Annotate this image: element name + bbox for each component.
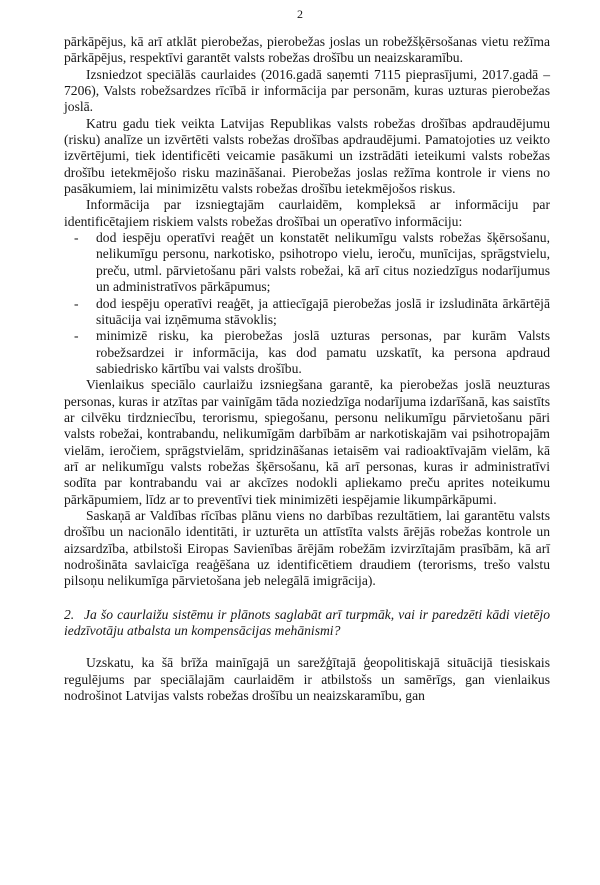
question-number: 2. xyxy=(64,606,75,622)
paragraph-5: Vienlaikus speciālo caurlaižu izsniegšana garantē, ka pierobežas joslā neuzturas personas, kuras ir atzītas par vainīgām tāda noziedzīga nodarījuma izdarīšanā, kas saistīts ar cilvēku tirdzniecību, terorismu, spiegošanu, personu nelikumīgu pārvietošanu pāri valsts robežai, kontrabandu, nelikumīgām darbībām ar narkotiskajām vai psihotropajām vielām, ieročiem, sprāgstvielām, spridzināšanas ietaisēm vai radioaktīvajām vielām, kā arī ar nelikumīgu valsts robežas šķērsošanu, kā arī personas, kuras ir administratīvi sodīta par kontrabandu vai ar akcīzes nodokli apliekamo preču aprites noteikumu pārkāpumiem, līdz ar to preventīvi tiek minimizēti iespējamie likumpārkāpumi. xyxy=(64,377,550,507)
paragraph-4: Informācija par izsniegtajām caurlaidēm, kompleksā ar informāciju par identificētajiem riskiem valsts robežas drošībai un operatīvo informāciju: xyxy=(64,197,550,229)
list-item: - dod iespēju operatīvi reaģēt, ja attiecīgajā pierobežas joslā ir izsludināta ārkārtējā situācija vai izņēmuma stāvoklis; xyxy=(96,296,550,329)
list-item: - dod iespēju operatīvi reaģēt un konstatēt nelikumīgu valsts robežas šķērsošanu, nelikumīgu personu, narkotisko, psihotropo vielu, ieroču, munīcijas, sprāgstvielu, preču, utml. pārvietošanu pāri valsts robežai, kā arī citus noziedzīgus nodarījumus un administratīvos pārkāpumus; xyxy=(96,230,550,295)
page-number: 2 xyxy=(297,7,303,21)
question-text: Ja šo caurlaižu sistēmu ir plānots saglabāt arī turpmāk, vai ir paredzēti kādi vietējo iedzīvotāju atbalsta un kompensācijas mehānismi? xyxy=(64,606,550,639)
paragraph-2: Izsniedzot speciālās caurlaides (2016.gadā saņemti 7115 pieprasījumi, 2017.gadā – 7206), Valsts robežsardzes rīcībā ir informācija par personām, kuras uzturas pierobežas joslā. xyxy=(64,66,550,115)
dash-list xyxy=(64,230,550,377)
paragraph-7: Uzskatu, ka šā brīža mainīgajā un sarežģītajā ģeopolitiskajā situācijā tiesiskais regulējums par speciālajām caurlaidēm ir atbilstošs un samērīgs, gan vienlaikus nodrošinot Latvijas valsts robežas drošību un neaizskaramību, gan xyxy=(64,655,550,704)
list-item: - minimizē risku, ka pierobežas joslā uzturas personas, par kurām Valsts robežsardzei ir informācija, kas dod pamatu uzskatīt, ka persona apdraud sabiedrisko kārtību vai valsts drošību. xyxy=(96,328,550,377)
paragraph-1: pārkāpējus, kā arī atklāt pierobežas, pierobežas joslas un robežšķērsošanas vietu režīma pārkāpējus, respektīvi garantēt valsts robežas drošību un neaizskaramību. xyxy=(64,34,550,66)
paragraph-3: Katru gadu tiek veikta Latvijas Republikas valsts robežas drošības apdraudējumu (risku) analīze un izvērtēti valsts robežas drošības apdraudējumi. Pamatojoties uz veikto izvērtējumi, tiek identificēti veicamie pasākumi un izstrādāti ieteikumi valsts robežas drošību ietekmējošo risku mazināšanai. Pierobežas joslas režīma kontrole ir viens no pasākumiem, lai minimizētu valsts robežas drošību ietekmējošos riskus. xyxy=(64,115,550,197)
paragraph-6: Saskaņā ar Valdības rīcības plānu viens no darbības rezultātiem, lai garantētu valsts drošību un nacionālo identitāti, ir uzturēta un attīstīta valsts ārējās robežas kontrole un aizsardzība, atbilstoši Eiropas Savienības ārējām robežām izvirzītajām prasībām, kā arī nodrošināta savlaicīga reaģēšana uz identificētiem draudiem (terorisms, trešo valstu pilsoņu nelikumīga pārvietošana jeb nelegālā imigrācija). xyxy=(64,507,550,589)
question-block xyxy=(64,607,550,640)
